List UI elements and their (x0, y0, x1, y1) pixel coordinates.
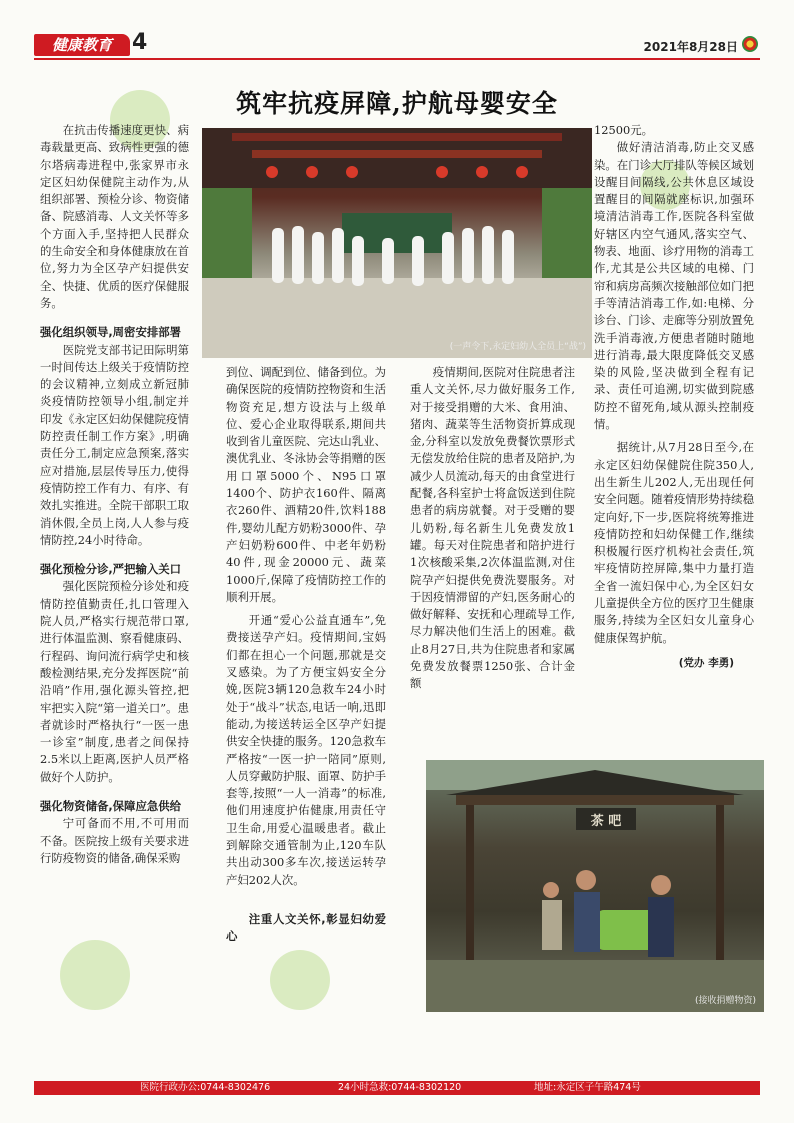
photo-staff-group (202, 128, 592, 358)
byline: (党办 李勇) (678, 656, 734, 669)
footer-address: 地址:永定区子午路474号 (534, 1082, 641, 1093)
photo-donation-illustration (426, 760, 764, 1012)
article-paragraph: 据统计,从7月28日至今,在永定区妇幼保健院住院350人,出生新生儿202人,无出现任何安全问题。随着疫情形势持续稳定向好,下一步,医院将统筹推进疫情防控和妇幼保健工作,继续积极履行医疗机构社会责任,筑牢疫情防控屏障,集中力量打造全省一流妇保中心,为全区妇女儿童提供全方位的医疗卫生健康服务,持续为全区妇女儿童身心健康保驾护航。 (594, 440, 754, 645)
issue-date: 2021年8月28日 (643, 40, 738, 54)
page-number: 4 (132, 30, 148, 55)
section-tab: 健康教育 (34, 34, 130, 56)
article-column-2 (226, 364, 386, 946)
section-heading: 注重人文关怀,彰显妇幼爱心 (226, 911, 386, 944)
footer-admin-phone: 医院行政办公:0744-8302476 (140, 1082, 271, 1093)
footer-bar (34, 1081, 760, 1095)
article-paragraph: 开通“爱心公益直通车”,免费接送孕产妇。疫情期间,宝妈们都在担心一个问题,那就是交叉感染。为了方便宝妈安全分娩,医院3辆120急救车24小时处于“战斗”状态,电话一响,迅即能动,为接送转运全区孕产妇提供安全快捷的服务。120急救车严格按“一医一护一陪同”原则,人员穿戴防护服、面罩、防护手套等,按照“一人一消毒”的标准,他们用速度护佑健康,用责任守卫生命,用爱心温暖患者。截止到解除交通管制为止,120车队共出动300多车次,接送运转孕产妇202人次。 (226, 613, 386, 887)
article-paragraph: 宁可备而不用,不可用而不备。医院按上级有关要求进行防疫物资的储备,确保采购 (40, 816, 189, 865)
article-paragraph: 强化医院预检分诊处和疫情防控值勤责任,扎口管理入院人员,严格实行规范带口罩,进行体温监测、察看健康码、行程码、询问流行病学史和核酸检测结果,充分发挥医院“前沿哨”作用,强化源头管控,把牢把实入院“第一道关口”。患者就诊时严格执行“一医一患一诊室”制度,患者之间保持2.5米以上距离,医护人员严格做好个人防护。 (40, 579, 189, 784)
photo-receiving-donations (426, 760, 764, 1012)
section-heading: 强化组织领导,周密安排部署 (40, 325, 182, 340)
section-heading: 强化预检分诊,严把输入关口 (40, 562, 182, 577)
article-column-4 (594, 122, 754, 672)
page-headline: 筑牢抗疫屏障,护航母婴安全 (236, 89, 558, 118)
article-paragraph: 在抗击传播速度更快、病毒载量更高、致病性更强的德尔塔病毒进程中,张家界市永定区妇幼保健院主动作为,从组织部署、预检分诊、物资储备、院感消毒、人文关怀等多个方面入手,坚持把人民群众的生命安全和身体健康放在首位,努力为全区孕产妇提供安全、快捷、优质的医疗保健服务。 (40, 123, 189, 310)
article-paragraph: 到位、调配到位、储备到位。为确保医院的疫情防控物资和生活物资充足,想方设法与上级单位、爱心企业取得联系,期间共收到省儿童医院、完达山乳业、澳优乳业、冬泳协会等捐赠的医用口罩5000个、N95口罩1400个、防护衣160件、隔离衣260件、酒精20件,饮料188件,婴幼儿配方奶粉3000件、孕产妇奶粉600件、中老年奶粉40件,现金20000元、蔬菜1000斤,保障了疫情防控工作的顺利开展。 (226, 365, 386, 604)
article-column-3 (410, 364, 575, 693)
article-paragraph: 医院党支部书记田际明第一时间传达上级关于疫情防控的会议精神,立刻成立新冠肺炎疫情防控领导小组,制定并印发《永定区妇幼保健院疫情防控责任制工作方案》,明确责任分工,制定应急预案,落实应对措施,层层传导压力,使得疫情防控工作有力、有序、有效扎实推进。全院干部职工取消休假,全员上岗,人人参与疫情防控,24小时待命。 (40, 342, 189, 547)
photo-staff-illustration (202, 128, 592, 358)
hospital-logo-icon (742, 36, 758, 52)
decor-flower (270, 950, 330, 1010)
section-heading: 强化物资储备,保障应急供给 (40, 798, 182, 813)
header-rule (34, 58, 760, 60)
decor-flower (60, 940, 130, 1010)
photo-caption: (接收捐赠物资) (694, 996, 756, 1006)
article-paragraph: 做好清洁消毒,防止交叉感染。在门诊大厅排队等候区域划设醒目间隔线,公共休息区域设置醒目的间隔就座标识,加强环境清洁消毒工作,医院各科室做好辖区内空气通风,落实空气、物表、地面、诊疗用物的消毒工作,尤其是公共区域的电梯、门帘和病房高频次接触部位如门把手等清洁消毒工作,如:电梯、分诊台、门诊、走廊等分别放置免洗手消毒液,方便患者随时随地进行消毒,最大限度降低交叉感染的风险,坚决做到全程有记录、责任可追溯,切实做到院感防控不留死角,域从源头控制疫情。 (594, 140, 754, 432)
photo-caption: (一声令下,永定妇幼人全员上“战”) (449, 342, 586, 352)
shop-sign: 茶 吧 (590, 814, 622, 829)
article-paragraph: 12500元。 (594, 123, 654, 137)
footer-emergency-phone: 24小时急救:0744-8302120 (338, 1082, 462, 1093)
article-paragraph: 疫情期间,医院对住院患者注重人文关怀,尽力做好服务工作,对于接受捐赠的大米、食用油、猪肉、蔬菜等生活物资折算成现金,分科室以发放免费餐饮票形式无偿发放给住院的患者及陪护,为减少人员流动,每天的由食堂进行配餐,各科室护士将盒饭送到住院患者的病房就餐。对于受赠的婴儿奶粉,每名新生儿免费发放1罐。每天对住院患者和陪护进行1次核酸采集,2次体温监测,对住院孕产妇提供免费洗婴服务。对于因疫情滞留的产妇,医务耐心的做好解释、安抚和心理疏导工作,尽力解决他们生活上的困难。截止8月27日,共为住院患者和家属免费发放餐票1250张、合计金额 (410, 365, 575, 691)
article-column-1 (40, 122, 189, 867)
